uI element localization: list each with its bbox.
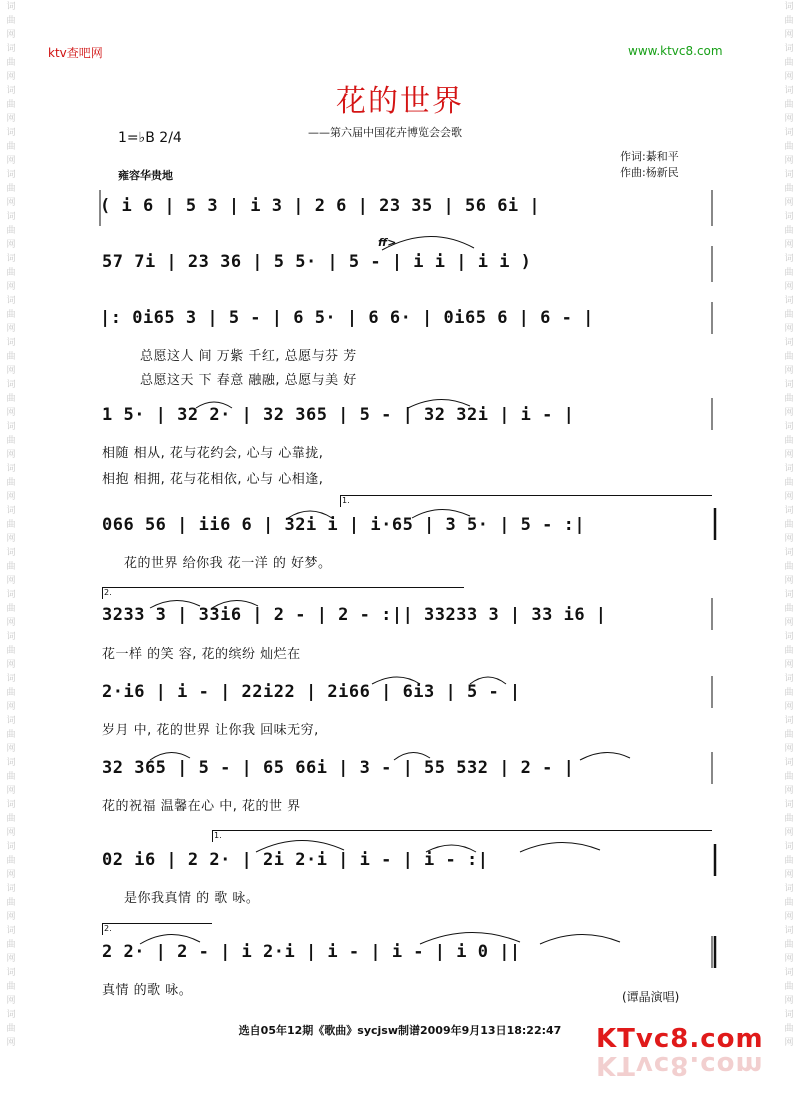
key-signature: 1=♭B 2/4 [118, 130, 182, 146]
score-row-7: 2·i6 | i - | 22i22 | 2i66 | 6i3 | 5 - | [102, 682, 521, 702]
score-row-1: ( i 6 | 5 3 | i 3 | 2 6 | 23 35 | 56 6i | [100, 196, 541, 216]
volta-2b-bracket [102, 923, 212, 924]
slur-arc [520, 842, 600, 852]
lyrics-row-7: 岁月 中, 花的世界 让你我 回味无穷, [102, 723, 319, 738]
brand-logo: KTvc8.com [596, 1024, 764, 1054]
lyricist-credit: 作词:綦和平 [620, 150, 679, 163]
site-url[interactable]: www.ktvc8.com [628, 44, 723, 58]
volta-1b-bracket [212, 830, 712, 831]
score-row-9: 02 i6 | 2 2· | 2i 2·i | i - | i - :| [102, 850, 489, 870]
volta-2b-hook [102, 923, 103, 935]
volta-1-number: 1. [342, 496, 350, 505]
tempo-marking: 雍容华贵地 [118, 169, 173, 182]
lyrics-row-4-verse-1: 相随 相从, 花与花约会, 心与 心靠拢, [102, 446, 324, 461]
song-title: 花的世界 [336, 84, 464, 119]
volta-2b-number: 2. [104, 924, 112, 933]
lyrics-row-4-verse-2: 相抱 相拥, 花与花相依, 心与 心相逢, [102, 472, 324, 487]
lyrics-row-3-verse-1: 总愿这人 间 万紫 千红, 总愿与芬 芳 [140, 349, 357, 364]
score-row-5: 066 56 | ii6 6 | 32i i | i·65 | 3 5· | 5 - :| [102, 515, 586, 535]
score-row-4: 1 5· | 32 2· | 32 365 | 5 - | 32 32i | i - | [102, 405, 575, 425]
dynamic-marking: ff> [378, 236, 397, 249]
site-name[interactable]: ktv查吧网 [48, 46, 103, 60]
lyrics-row-3-verse-2: 总愿这天 下 春意 融融, 总愿与美 好 [140, 373, 357, 388]
composer-credit: 作曲:杨新民 [620, 166, 679, 179]
source-footer: 选自05年12期《歌曲》sycjsw制谱2009年9月13日18:22:47 [238, 1024, 562, 1037]
score-row-10: 2 2· | 2 - | i 2·i | i - | i - | i 0 || [102, 942, 521, 962]
lyrics-row-8: 花的祝福 温馨在心 中, 花的世 界 [102, 799, 301, 814]
score-row-6: 3233 3 | 33i6 | 2 - | 2 - :|| 33233 3 | 33 i6 | [102, 605, 607, 625]
volta-2-bracket [102, 587, 464, 588]
brand-logo-reflection: KTvc8.com [596, 1050, 764, 1080]
slur-arc [540, 934, 620, 944]
lyrics-row-6: 花一样 的笑 容, 花的缤纷 灿烂在 [102, 647, 301, 662]
slur-arc [580, 752, 630, 760]
watermark-right: 词曲网词曲网词曲网词曲网词曲网词曲网词曲网词曲网词曲网词曲网词曲网词曲网词曲网词曲网词曲网词曲网词曲网词曲网词曲网词曲网词曲网词曲网词曲网词曲网词曲网 [784, 2, 794, 1048]
volta-1-bracket [340, 495, 712, 496]
score-row-3: |: 0i65 3 | 5 - | 6 5· | 6 6· | 0i65 6 | 6 - | [100, 308, 594, 328]
song-subtitle: ——第六届中国花卉博览会会歌 [308, 126, 462, 139]
volta-1b-number: 1. [214, 831, 222, 840]
score-row-2: 57 7i | 23 36 | 5 5· | 5 - | i i | i i ) [102, 252, 532, 272]
volta-1b-hook [212, 830, 213, 842]
watermark-left: 词曲网词曲网词曲网词曲网词曲网词曲网词曲网词曲网词曲网词曲网词曲网词曲网词曲网词曲网词曲网词曲网词曲网词曲网词曲网词曲网词曲网词曲网词曲网词曲网词曲网 [6, 2, 16, 1048]
score-row-8: 32 365 | 5 - | 65 66i | 3 - | 55 532 | 2 - | [102, 758, 575, 778]
lyrics-row-10: 真情 的歌 咏。 [102, 983, 193, 998]
volta-1-hook [340, 495, 341, 507]
lyrics-row-9: 是你我真情 的 歌 咏。 [124, 891, 260, 906]
volta-2-hook [102, 587, 103, 599]
singer-note: (谭晶演唱) [622, 990, 680, 1004]
lyrics-row-5: 花的世界 给你我 花一洋 的 好梦。 [124, 556, 332, 571]
volta-2-number: 2. [104, 588, 112, 597]
